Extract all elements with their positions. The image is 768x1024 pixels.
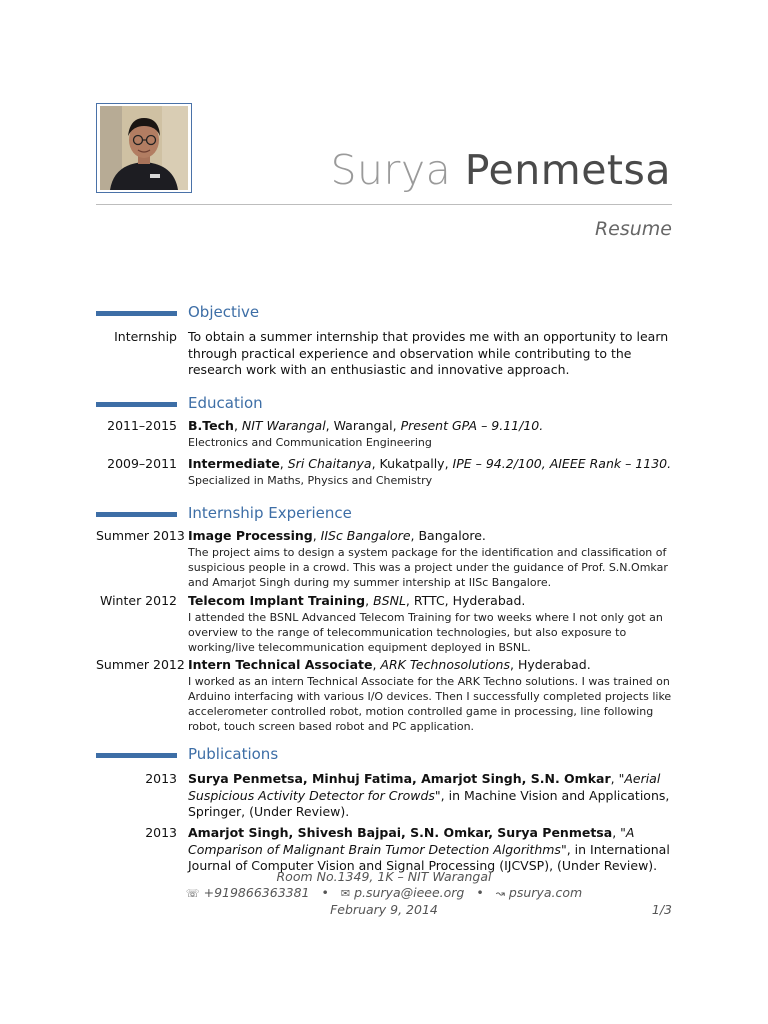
section-education [96, 394, 676, 414]
entry-date: Internship [114, 329, 177, 344]
profile-photo-image [99, 106, 189, 190]
section-title: Internship Experience [188, 504, 352, 522]
degree: Intermediate [188, 456, 280, 471]
section-title: Objective [188, 303, 260, 321]
section-title: Publications [188, 745, 279, 763]
entry-description: The project aims to design a system package for the identification and classification of suspicious people in a crowd. This was a project under the guidance of Prof. S.N.Omkar and Amarjot Singh during my summer intership at IISc Bangalore. [188, 545, 668, 589]
header-divider [96, 204, 672, 205]
footer-website[interactable]: psurya.com [508, 885, 583, 900]
entry-date: Summer 2012 [96, 657, 185, 672]
footer-email[interactable]: p.surya@ieee.org [354, 885, 465, 900]
entry-date: Summer 2013 [96, 528, 185, 543]
profile-photo [96, 103, 192, 193]
page-number: 1/3 [651, 902, 672, 917]
section-internship [96, 504, 676, 524]
organization: ARK Technosolutions [380, 657, 510, 672]
last-name: Penmetsa [464, 146, 671, 194]
phone-icon: ☏ [185, 887, 200, 900]
entry-text: To obtain a summer internship that provides me with an opportunity to learn through practical experience and observation while contributing to the research work with an enthusiastic and innovative approach. [188, 329, 669, 377]
section-bar [96, 311, 177, 316]
entry-date: Winter 2012 [100, 593, 177, 608]
section-bar [96, 753, 177, 758]
grade: IPE – 94.2/100, AIEEE Rank – 1130. [452, 456, 672, 471]
organization: BSNL [373, 593, 406, 608]
full-name [330, 146, 671, 194]
footer-phone[interactable]: +919866363381 [203, 885, 310, 900]
footer-contacts [96, 885, 672, 900]
entry-description: I attended the BSNL Advanced Telecom Training for two weeks where I not only got an overview to the range of telecommunication technologies, but also exposure to working/live telecommunication equipment deployed in BSNL. [188, 610, 663, 654]
footer-separator: • [476, 885, 484, 900]
entry-description: Specialized in Maths, Physics and Chemistry [188, 473, 433, 487]
footer-date: February 9, 2014 [330, 902, 438, 917]
institution: NIT Warangal [241, 418, 326, 433]
authors: Amarjot Singh, Shivesh Bajpai, S.N. Omkar, Surya Penmetsa [188, 825, 613, 840]
paper-title: "A Comparison of Malignant Brain Tumor Detection Algorithms" [188, 825, 635, 857]
institution: Sri Chaitanya [287, 456, 372, 471]
entry-date: 2009–2011 [107, 456, 177, 471]
entry-date: 2013 [145, 825, 177, 840]
role: Intern Technical Associate [188, 657, 373, 672]
entry-description: I worked as an intern Technical Associate for the ARK Techno solutions. I was trained on Arduino interfacing with various I/O devices. Then I successfully completed projects like accelerometer controlled robot, motion controlled game in processing, line following robot, touch screen based robot and PC application. [188, 674, 672, 733]
publication-venue: , in Machine Vision and Applications, Springer, (Under Review). [188, 787, 670, 819]
paper-title: "Aerial Suspicious Activity Detector for Crowds" [188, 771, 661, 803]
role: Telecom Implant Training [188, 593, 366, 608]
publication-venue: , in International Journal of Computer Vision and Signal Processing (IJCVSP), (Under Review). [188, 841, 670, 873]
footer-separator: • [321, 885, 329, 900]
envelope-icon: ✉ [340, 887, 351, 900]
document-title: Resume [594, 218, 672, 240]
role: Image Processing [188, 528, 313, 543]
authors: Surya Penmetsa, Minhuj Fatima, Amarjot Singh, S.N. Omkar [188, 771, 611, 786]
section-publications [96, 745, 676, 765]
entry-description: Electronics and Communication Engineering [188, 435, 432, 449]
first-name: Surya [330, 146, 452, 194]
section-objective [96, 303, 676, 323]
mouse-icon: ↝ [495, 887, 505, 900]
footer-address: Room No.1349, 1K – NIT Warangal [276, 869, 492, 884]
entry-date: 2013 [145, 771, 177, 786]
entry-date: 2011–2015 [107, 418, 177, 433]
section-bar [96, 512, 177, 517]
grade: Present GPA – 9.11/10. [400, 418, 544, 433]
organization: IISc Bangalore [320, 528, 411, 543]
degree: B.Tech [188, 418, 234, 433]
section-title: Education [188, 394, 263, 412]
section-bar [96, 402, 177, 407]
